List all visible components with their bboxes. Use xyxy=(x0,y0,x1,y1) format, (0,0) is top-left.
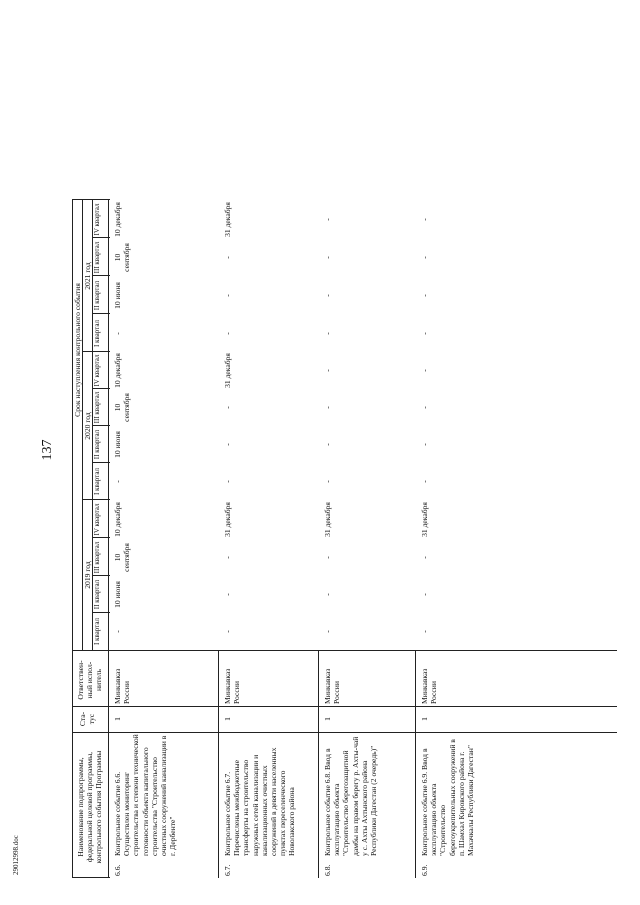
grid-line xyxy=(72,877,110,878)
row-name: Контрольное событие 6.9. Ввод в эксплуатацию объекта "Строительство берегоукрепительных сооружений в п. Шамхал Кировского района г. Махачкалы Республики Дагестан" xyxy=(420,739,476,856)
grid-line xyxy=(92,313,110,314)
deadline-cell: - xyxy=(420,406,429,409)
deadline-cell: 10 сентября xyxy=(113,543,132,572)
deadline-cell: - xyxy=(113,332,122,335)
deadline-cell: - xyxy=(223,480,232,483)
year-2021: 2021 год xyxy=(83,262,92,290)
deadline-cell: - xyxy=(420,294,429,297)
deadline-cell: - xyxy=(223,256,232,259)
deadline-cell: 10 июня xyxy=(113,581,122,608)
deadline-cell: - xyxy=(420,369,429,372)
header-status: Ста-тус xyxy=(78,711,96,727)
grid-line xyxy=(92,275,110,276)
row-name: Контрольное событие 6.7. Перечислены межбюджетные трансферты на строительство наружных сетей канализации и канализационных очистных сооружений в девяти населенных пунктах переселенческого Новолакского района xyxy=(223,747,297,856)
row-name: Контрольное событие 6.6. Осуществлен мониторинг строительства и степени технической готовности объекта капитального строительства "Строительство очистных сооружений канализации в г. Дербенте" xyxy=(113,734,178,856)
grid-line xyxy=(92,462,110,463)
deadline-cell: - xyxy=(323,406,332,409)
grid-line xyxy=(82,351,110,352)
row-number: 6.7. xyxy=(223,864,232,876)
quarter-header: I квартал xyxy=(93,468,101,496)
deadline-cell: - xyxy=(323,480,332,483)
deadline-cell: 10 декабря xyxy=(113,202,122,237)
header-name: Наименование подпрограммы, федеральной целевой программы, контрольного события Программы xyxy=(76,750,103,864)
deadline-cell: - xyxy=(420,480,429,483)
row-number: 6.9. xyxy=(420,864,429,876)
row-status: 1 xyxy=(420,717,429,721)
grid-line xyxy=(72,200,73,878)
grid-line xyxy=(108,200,109,878)
grid-line xyxy=(92,537,110,538)
deadline-cell: 31 декабря xyxy=(223,353,232,388)
quarter-header: III квартал xyxy=(93,541,101,574)
deadline-cell: - xyxy=(223,406,232,409)
grid-line xyxy=(72,706,617,707)
control-events-table xyxy=(72,48,620,878)
grid-line xyxy=(92,575,110,576)
quarter-header: I квартал xyxy=(93,618,101,646)
grid-line xyxy=(92,388,110,389)
deadline-cell: - xyxy=(323,332,332,335)
quarter-header: II квартал xyxy=(93,429,101,460)
row-number: 6.8. xyxy=(323,864,332,876)
deadline-cell: 10 сентября xyxy=(113,243,132,272)
quarter-header: III квартал xyxy=(93,391,101,424)
deadline-cell: - xyxy=(223,593,232,596)
grid-line xyxy=(415,651,416,878)
deadline-cell: - xyxy=(420,556,429,559)
deadline-cell: 10 июня xyxy=(113,282,122,309)
deadline-cell: - xyxy=(223,443,232,446)
deadline-cell: 31 декабря xyxy=(223,202,232,237)
deadline-cell: - xyxy=(223,332,232,335)
deadline-cell: - xyxy=(323,443,332,446)
deadline-cell: - xyxy=(420,593,429,596)
deadline-cell: - xyxy=(323,630,332,633)
deadline-cell: 31 декабря xyxy=(420,502,429,537)
quarter-header: IV квартал xyxy=(93,203,101,236)
grid-line xyxy=(92,237,110,238)
grid-line xyxy=(82,499,110,500)
grid-line xyxy=(318,651,319,878)
deadline-cell: - xyxy=(323,256,332,259)
row-responsible: Минкавказ России xyxy=(420,668,439,704)
grid-line xyxy=(218,651,219,878)
deadline-cell: - xyxy=(323,369,332,372)
deadline-cell: 10 июня xyxy=(113,431,122,458)
deadline-cell: - xyxy=(113,630,122,633)
row-responsible: Минкавказ России xyxy=(223,668,242,704)
footer-code: 29012998.doc xyxy=(12,835,20,875)
row-status: 1 xyxy=(323,717,332,721)
deadline-cell: - xyxy=(323,218,332,221)
deadline-cell: - xyxy=(113,480,122,483)
year-2020: 2020 год xyxy=(83,412,92,440)
deadline-cell: - xyxy=(420,256,429,259)
row-responsible: Минкавказ России xyxy=(113,668,132,704)
deadline-cell: - xyxy=(323,294,332,297)
page-number: 137 xyxy=(40,439,55,461)
quarter-header: II квартал xyxy=(93,280,101,311)
header-deadline: Срок наступления контрольного события xyxy=(73,283,82,417)
deadline-cell: 31 декабря xyxy=(223,502,232,537)
deadline-cell: - xyxy=(223,294,232,297)
grid-line xyxy=(72,199,110,200)
row-status: 1 xyxy=(223,717,232,721)
row-status: 1 xyxy=(113,717,122,721)
deadline-cell: 10 декабря xyxy=(113,502,122,537)
deadline-cell: - xyxy=(323,556,332,559)
grid-line xyxy=(72,732,617,733)
row-name: Контрольное событие 6.8. Ввод в эксплуатацию объекта "Строительство берегозащитной дамбы на правом берегу р. Ахты-чай у с. Ахты Ахтынского района Республики Дагестан (2 очередь)" xyxy=(323,736,379,856)
grid-line xyxy=(92,612,110,613)
year-2019: 2019 год xyxy=(83,561,92,589)
grid-line xyxy=(92,425,110,426)
quarter-header: I квартал xyxy=(93,320,101,348)
quarter-header: III квартал xyxy=(93,241,101,274)
row-number: 6.6. xyxy=(113,864,122,876)
deadline-cell: - xyxy=(420,630,429,633)
deadline-cell: - xyxy=(223,556,232,559)
deadline-cell: - xyxy=(223,630,232,633)
deadline-cell: 10 сентября xyxy=(113,393,132,422)
row-responsible: Минкавказ России xyxy=(323,668,342,704)
deadline-cell: - xyxy=(420,443,429,446)
quarter-header: IV квартал xyxy=(93,503,101,536)
quarter-header: IV квартал xyxy=(93,354,101,387)
quarter-header: II квартал xyxy=(93,579,101,610)
grid-line xyxy=(82,200,83,650)
deadline-cell: 10 декабря xyxy=(113,353,122,388)
deadline-cell: - xyxy=(323,593,332,596)
grid-line xyxy=(72,650,617,651)
header-responsible: Ответствен-ный испол-нитель xyxy=(76,660,103,700)
deadline-cell: - xyxy=(420,332,429,335)
deadline-cell: - xyxy=(420,218,429,221)
deadline-cell: 31 декабря xyxy=(323,502,332,537)
